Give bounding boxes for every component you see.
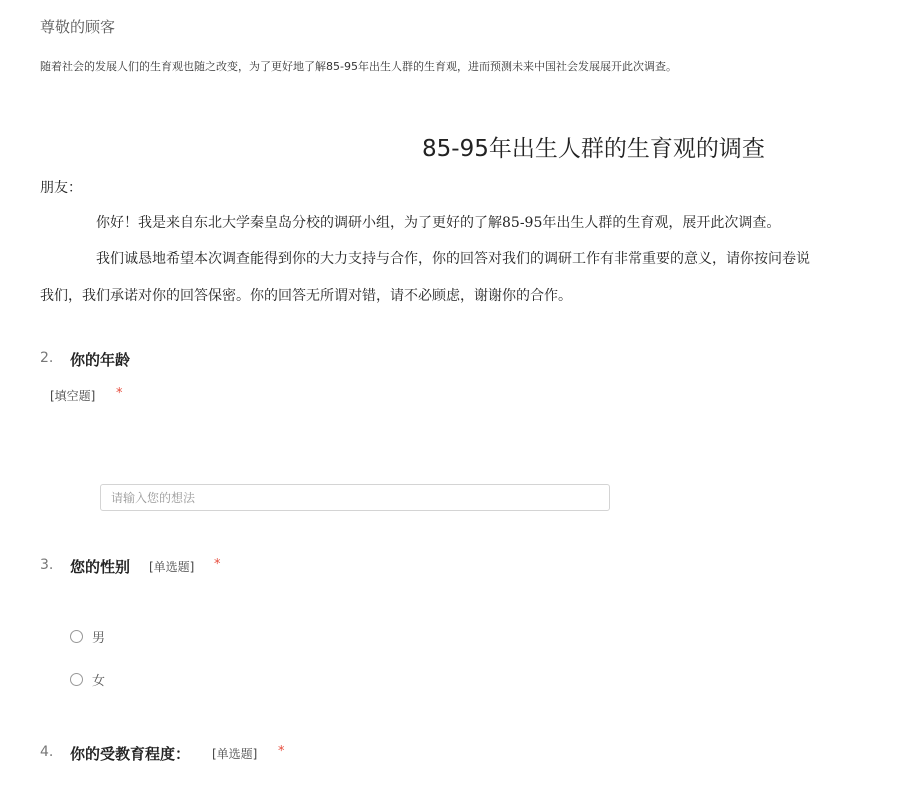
question-2-type: [填空题] bbox=[50, 389, 96, 403]
question-4-required-mark: * bbox=[278, 744, 285, 759]
survey-title: 85-95年出生人群的生育观的调查 bbox=[422, 136, 765, 162]
intro-paragraph-2-line-1: 我们诚恳地希望本次调查能得到你的大力支持与合作，你的回答对我们的调研工作有非常重要的意义，请你按问卷说 bbox=[96, 251, 810, 267]
gender-option-male-label: 男 bbox=[92, 631, 106, 646]
question-3-title: 您的性别 bbox=[70, 558, 131, 576]
gender-option-female-label: 女 bbox=[92, 674, 106, 689]
intro-paragraph-1: 你好！我是来自东北大学秦皇岛分校的调研小组，为了更好的了解85-95年出生人群的生育观，展开此次调查。 bbox=[96, 215, 781, 231]
question-2-required-mark: * bbox=[116, 386, 123, 401]
question-2-number: 2. bbox=[40, 350, 54, 366]
greeting-heading: 尊敬的顾客 bbox=[40, 18, 116, 36]
question-3-type: [单选题] bbox=[149, 560, 195, 574]
question-4-number: 4. bbox=[40, 744, 54, 760]
intro-text: 随着社会的发展人们的生育观也随之改变，为了更好地了解85-95年出生人群的生育观，进而预测未来中国社会发展展开此次调查。 bbox=[40, 60, 677, 73]
gender-option-male[interactable] bbox=[70, 627, 105, 646]
question-3-required-mark: * bbox=[214, 557, 221, 572]
question-4-title: 你的受教育程度： bbox=[70, 745, 191, 763]
radio-circle-icon[interactable] bbox=[70, 630, 83, 643]
intro-paragraph-2-line-2: 我们，我们承诺对你的回答保密。你的回答无所谓对错，请不必顾虑，谢谢你的合作。 bbox=[40, 288, 572, 304]
question-3-number: 3. bbox=[40, 557, 54, 573]
salutation-text: 朋友： bbox=[40, 180, 82, 196]
question-4-type: [单选题] bbox=[212, 747, 258, 761]
age-input[interactable] bbox=[100, 484, 610, 511]
radio-circle-icon[interactable] bbox=[70, 673, 83, 686]
gender-option-female[interactable] bbox=[70, 670, 105, 689]
question-2-title: 你的年龄 bbox=[70, 351, 131, 369]
